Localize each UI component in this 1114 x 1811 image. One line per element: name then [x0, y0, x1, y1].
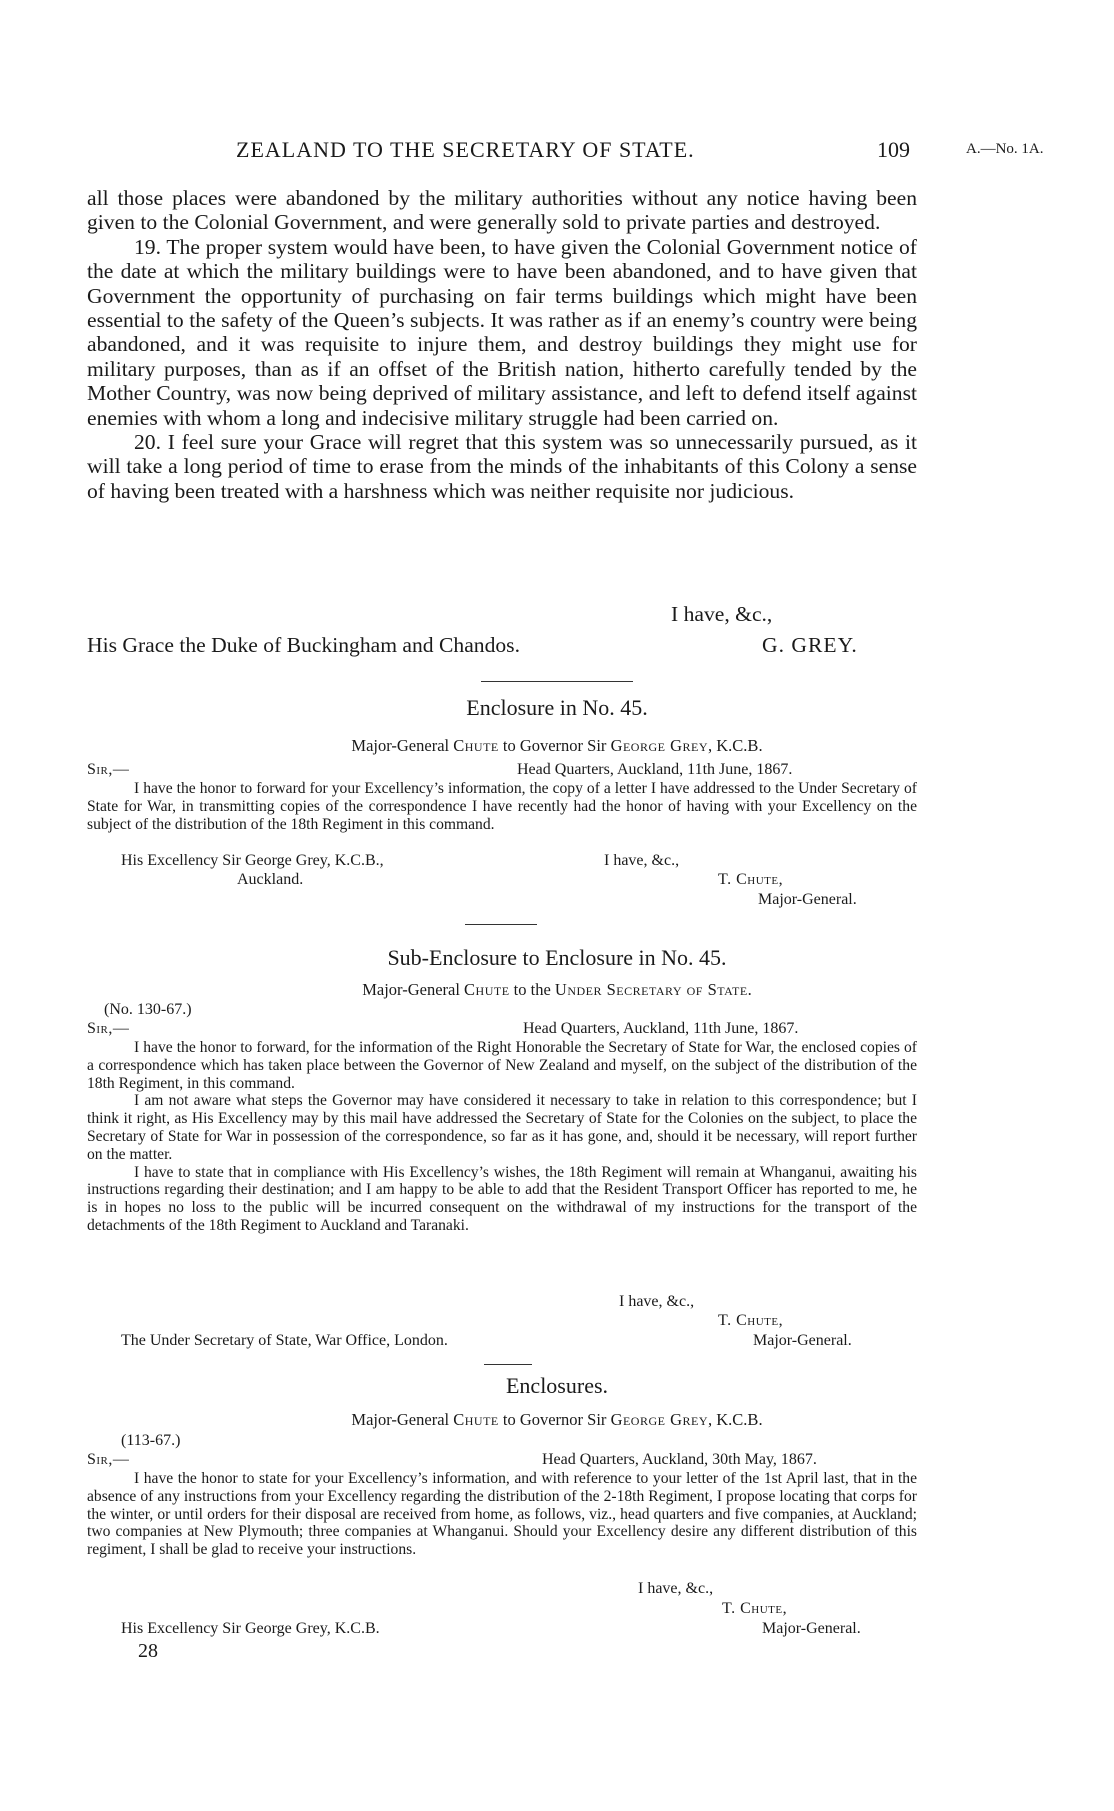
enclosures-subhead [0, 1410, 1114, 1430]
paragraph: I have the honor to forward, for the information of the Right Honorable the Secretary of State for War, the enclosed copies of a correspondence which has taken place between the Governor of New Zealand and myself, on the subject of the distribution of the 18th Regiment, in this command. [87, 1039, 917, 1092]
subhead-sender: Chute [453, 1410, 499, 1429]
enclosures-signature-title: Major-General. [762, 1620, 861, 1637]
place-date: Head Quarters, Auckland, 30th May, 1867. [542, 1451, 817, 1468]
subhead-prefix: Major-General [351, 736, 454, 755]
paragraph-18-end: all those places were abandoned by the military authorities without any notice having been given to the Colonial Government, and were generally sold to private parties and destroyed. [87, 186, 917, 235]
enclosure-addressee-place: Auckland. [237, 871, 304, 888]
sub-enclosure-signature-name: T. Chute, [718, 1312, 784, 1329]
signature-mark: 28 [138, 1640, 158, 1662]
salutation: Sir,— [87, 761, 130, 778]
enclosure-body [87, 780, 917, 833]
sub-enclosure-signature-title: Major-General. [753, 1332, 852, 1349]
reference-number: (No. 130-67.) [104, 1001, 192, 1018]
section-divider [481, 681, 633, 682]
enclosures-heading: Enclosures. [505, 1373, 609, 1398]
paragraph: I am not aware what steps the Governor may have considered it necessary to take in relation to this correspondence; but I think it right, as His Excellency may by this mail have addressed the Secretary of State for the Colonies on the subject, to place the Secretary of State for War in possession of the correspondence, so far as it has gone, and, should it be necessary, will report further on the matter. [87, 1092, 917, 1163]
closing-formula: I have, &c., [671, 602, 773, 626]
enclosure-addressee: His Excellency Sir George Grey, K.C.B., [121, 852, 384, 869]
enclosure-signature-name: T. Chute, [718, 871, 784, 888]
subhead-prefix: Major-General [362, 980, 465, 999]
sub-enclosure-subhead [0, 980, 1114, 1000]
enclosure-closing: I have, &c., [604, 852, 680, 869]
enclosure-signature-title: Major-General. [758, 891, 857, 908]
subhead-suffix: , K.C.B. [708, 1410, 763, 1429]
subhead-sender: Chute [453, 736, 499, 755]
document-reference: A.—No. 1A. [966, 141, 1044, 157]
subhead-mid: to Governor Sir [498, 736, 611, 755]
enclosures-body [87, 1470, 917, 1559]
reference-number: (113-67.) [121, 1432, 181, 1449]
salutation: Sir,— [87, 1020, 130, 1037]
subhead-mid: to the [509, 980, 555, 999]
subhead-recipient: Under Secretary of State [554, 980, 748, 999]
section-divider [484, 1364, 532, 1365]
paragraph: I have to state that in compliance with His Excellency’s wishes, the 18th Regiment will remain at Whanganui, awaiting his instructions regarding their destination; and I am happy to be able to add that the Resident Transport Officer has reported to me, he is in hopes no loss to the public will be incurred consequent on the withdrawal of my instructions for the transport of the detachments of the 18th Regiment to Auckland and Taranaki. [87, 1163, 917, 1234]
paragraph-20: 20. I feel sure your Grace will regret that this system was so unnecessarily pursued, as it will take a long period of time to erase from the minds of the inhabitants of this Colony a sense of having been treated with a harshness which was neither requisite nor judicious. [87, 430, 917, 503]
section-divider [465, 924, 537, 925]
running-header [0, 137, 1114, 167]
subhead-mid: to Governor Sir [498, 1410, 611, 1429]
signature-grey: G. GREY. [762, 633, 858, 657]
subhead-suffix: . [747, 980, 752, 999]
place-date: Head Quarters, Auckland, 11th June, 1867. [523, 1020, 799, 1037]
place-date: Head Quarters, Auckland, 11th June, 1867. [517, 761, 793, 778]
paragraph: I have the honor to state for your Excellency’s information, and with reference to your letter of the 1st April last, that in the absence of any instructions from your Excellency regarding the distribution of the 2-18th Regiment, I propose locating that corps for the winter, or until orders for their disposal are received from home, as follows, viz., head quarters and five companies, at Auckland; two companies at New Plymouth; three companies at Whanganui. Should your Excellency desire any different distribution of this regiment, I shall be glad to receive your instructions. [87, 1470, 917, 1559]
salutation: Sir,— [87, 1451, 130, 1468]
page-number: 109 [877, 137, 910, 162]
subhead-recipient: George Grey [610, 1410, 709, 1429]
enclosures-addressee: His Excellency Sir George Grey, K.C.B. [121, 1620, 380, 1637]
sub-enclosure-heading: Sub-Enclosure to Enclosure in No. 45. [387, 945, 727, 970]
letter-continuation [87, 186, 917, 503]
enclosures-closing: I have, &c., [638, 1580, 714, 1597]
enclosures-signature-name: T. Chute, [722, 1600, 788, 1617]
subhead-sender: Chute [464, 980, 510, 999]
sub-enclosure-body [87, 1039, 917, 1235]
subhead-suffix: , K.C.B. [708, 736, 763, 755]
paragraph-19: 19. The proper system would have been, to have given the Colonial Government notice of the date at which the military buildings were to have been abandoned, and to have given that Government the opportunity of purchasing on fair terms buildings which might have been essential to the safety of the Queen’s subjects. It was rather as if an enemy’s country were being abandoned, and it was requisite to injure them, and destroy buildings they might use for military purposes, than as if an offset of the British nation, hitherto carefully tended by the Mother Country, was now being deprived of military assistance, and left to defend itself against enemies with whom a long and indecisive military struggle had been carried on. [87, 234, 917, 430]
enclosure-subhead [0, 736, 1114, 756]
running-title: ZEALAND TO THE SECRETARY OF STATE. [236, 137, 695, 162]
subhead-prefix: Major-General [351, 1410, 454, 1429]
enclosure-heading: Enclosure in No. 45. [466, 695, 648, 720]
sub-enclosure-addressee: The Under Secretary of State, War Office, London. [121, 1332, 448, 1349]
addressee-line: His Grace the Duke of Buckingham and Chandos. [87, 633, 520, 657]
sub-enclosure-closing: I have, &c., [619, 1293, 695, 1310]
enclosure-paragraph: I have the honor to forward for your Excellency’s information, the copy of a letter I have addressed to the Under Secretary of State for War, in transmitting copies of the correspondence I have recently had the honor of having with your Excellency on the subject of the distribution of the 18th Regiment in this command. [87, 780, 917, 833]
subhead-recipient: George Grey [610, 736, 709, 755]
